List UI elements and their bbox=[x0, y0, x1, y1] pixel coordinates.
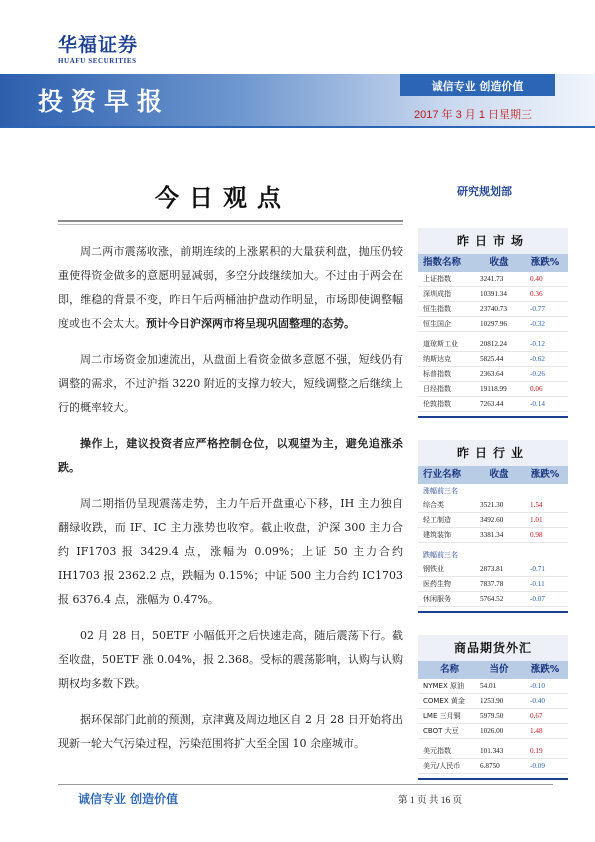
cell-name: 美元/人民币 bbox=[423, 762, 461, 770]
market-panel-divider bbox=[418, 416, 568, 418]
table-row bbox=[418, 679, 568, 694]
cell-close: 20812.24 bbox=[480, 340, 507, 348]
cell-close: 7837.78 bbox=[480, 580, 504, 588]
cell-name: 恒生国企 bbox=[423, 320, 451, 328]
table-row bbox=[418, 382, 568, 397]
table-row bbox=[418, 709, 568, 724]
cell-name: LME 三月铜 bbox=[423, 712, 461, 720]
cell-name: NYMEX 原油 bbox=[423, 682, 464, 690]
table-row bbox=[418, 287, 568, 302]
futures-table-header bbox=[418, 661, 568, 679]
cell-name: 深圳成指 bbox=[423, 290, 451, 298]
main-commentary bbox=[58, 240, 403, 768]
column-header-name: 行业名称 bbox=[423, 469, 462, 480]
cell-change: -0.77 bbox=[530, 305, 545, 313]
table-row bbox=[418, 577, 568, 592]
cell-change: -0.14 bbox=[530, 400, 545, 408]
report-banner bbox=[0, 74, 595, 126]
cell-name: 标普指数 bbox=[423, 370, 451, 378]
table-row bbox=[418, 528, 568, 543]
industry-panel-divider bbox=[418, 611, 568, 613]
futures-panel-divider bbox=[418, 778, 568, 780]
paragraph-options: 02 月 28 日，50ETF 小幅低开之后快速走高，随后震荡下行。截至收盘，50ETF 涨 0.04%，报 2.368。受标的震荡影响，认购与认购期权均多数下跌。 bbox=[58, 629, 403, 690]
cell-close: 1253.90 bbox=[480, 697, 504, 705]
paragraph-market-summary bbox=[58, 240, 403, 336]
report-date: 2017 年 3 月 1 日星期三 bbox=[414, 109, 532, 121]
column-header-name: 名称 bbox=[439, 664, 459, 675]
cell-change: -0.71 bbox=[530, 565, 545, 573]
cell-close: 3381.34 bbox=[480, 531, 504, 539]
cell-close: 3241.73 bbox=[480, 275, 504, 283]
cell-change: 1.54 bbox=[530, 501, 543, 509]
table-row bbox=[418, 352, 568, 367]
cell-name: COMEX 黄金 bbox=[423, 697, 465, 705]
table-row bbox=[418, 513, 568, 528]
paragraph-strategy: 操作上，建议投资者应严格控制仓位，以观望为主，避免追涨杀跌。 bbox=[58, 437, 403, 474]
cell-change: -0.32 bbox=[530, 320, 545, 328]
table-row bbox=[418, 744, 568, 759]
cell-change: 0.40 bbox=[530, 275, 543, 283]
cell-close: 101.343 bbox=[480, 747, 504, 755]
cell-change: -0.62 bbox=[530, 355, 545, 363]
cell-close: 2363.64 bbox=[480, 370, 504, 378]
futures-panel bbox=[418, 635, 568, 774]
column-header-change: 涨跌% bbox=[530, 257, 560, 268]
column-header-name: 指数名称 bbox=[423, 257, 462, 268]
cell-close: 5764.52 bbox=[480, 595, 504, 603]
table-row bbox=[418, 562, 568, 577]
cell-change: 1.01 bbox=[530, 516, 543, 524]
cell-name: 美元指数 bbox=[423, 747, 451, 755]
cell-change: 0.98 bbox=[530, 531, 543, 539]
table-row bbox=[418, 302, 568, 317]
cell-change: -0.11 bbox=[530, 580, 545, 588]
table-row bbox=[418, 337, 568, 352]
market-rows-domestic bbox=[418, 272, 568, 332]
futures-panel-title: 商品期货外汇 bbox=[418, 635, 568, 661]
cell-change: 0.67 bbox=[530, 712, 543, 720]
paragraph-news: 据环保部门此前的预测，京津冀及周边地区自 2 月 28 日开始将出现新一轮大气污染过程，污染范围将扩大至全国 10 余座城市。 bbox=[58, 713, 403, 750]
cell-name: 上证指数 bbox=[423, 275, 451, 283]
title-divider bbox=[58, 220, 403, 222]
futures-rows-commodities bbox=[418, 679, 568, 739]
industry-table-header bbox=[418, 466, 568, 484]
column-header-close: 收盘 bbox=[489, 469, 509, 480]
industry-rows-losers bbox=[418, 562, 568, 607]
paragraph-highlight: 预计今日沪深两市将呈现巩固整理的态势。 bbox=[146, 317, 355, 330]
report-title: 投资早报 bbox=[38, 87, 171, 116]
futures-rows-fx bbox=[418, 744, 568, 774]
cell-change: -0.09 bbox=[530, 762, 545, 770]
footer-slogan: 诚信专业 创造价值 bbox=[78, 792, 179, 806]
company-logo bbox=[58, 34, 168, 65]
cell-close: 6.8750 bbox=[480, 762, 500, 770]
table-row bbox=[418, 317, 568, 332]
market-table-header bbox=[418, 254, 568, 272]
logo-chinese-name: 华福证券 bbox=[58, 34, 139, 56]
cell-name: 医药生物 bbox=[423, 580, 451, 588]
slogan-box bbox=[400, 74, 555, 96]
cell-change: -0.07 bbox=[530, 595, 545, 603]
table-row bbox=[418, 724, 568, 739]
title-divider-thin bbox=[58, 224, 403, 225]
paragraph-futures: 周二期指仍呈现震荡走势，主力午后开盘重心下移，IH 主力独自翻绿收跌，而 IF、IC 主力涨势也收窄。截止收盘，沪深 300 主力合约 IF1703 报 3429.4 点，涨幅为 0.09%；上证 50 主力合约 IH1703 报 2362.2 点，跌幅为 0.15%；中证 500 主力合约 IC1703 报 6376.4 点，涨幅为 0.47%。 bbox=[58, 497, 403, 606]
market-rows-global bbox=[418, 337, 568, 412]
table-row bbox=[418, 592, 568, 607]
cell-name: 日经指数 bbox=[423, 385, 451, 393]
cell-close: 3492.60 bbox=[480, 516, 504, 524]
sidebar-data-panel bbox=[418, 228, 568, 780]
cell-name: 恒生指数 bbox=[423, 305, 451, 313]
table-row bbox=[418, 498, 568, 513]
banner-divider bbox=[0, 126, 595, 128]
cell-close: 5825.44 bbox=[480, 355, 504, 363]
footer-divider bbox=[58, 784, 553, 785]
cell-change: 0.06 bbox=[530, 385, 543, 393]
table-row bbox=[418, 694, 568, 709]
cell-name: 休闲服务 bbox=[423, 595, 451, 603]
cell-close: 54.01 bbox=[480, 682, 497, 690]
cell-name: CBOT 大豆 bbox=[423, 727, 459, 735]
paragraph-capital-flow: 周二市场资金加速流出，从盘面上看资金做多意愿不强，短线仍有调整的需求，不过沪指 3220 附近的支撑力较大，短线调整之后继续上行的概率较大。 bbox=[58, 353, 403, 414]
group-label-top-losers: 跌幅前三名 bbox=[418, 548, 568, 562]
cell-change: -0.40 bbox=[530, 697, 545, 705]
group-label-top-gainers: 涨幅前三名 bbox=[418, 484, 568, 498]
cell-name: 伦敦指数 bbox=[423, 400, 451, 408]
cell-change: 0.19 bbox=[530, 747, 543, 755]
cell-change: -0.26 bbox=[530, 370, 545, 378]
cell-close: 19118.99 bbox=[480, 385, 507, 393]
cell-close: 2873.81 bbox=[480, 565, 504, 573]
column-header-change: 涨跌% bbox=[530, 469, 560, 480]
paragraph-text: 周二两市震荡收涨，前期连续的上涨累积的大量获利盘，抛压仍较重使得资金做多的意愿明显减弱，多空分歧继续加大。不过由于两会在即，维稳的背景不变，昨日午后两桶油护盘动作明显，市场即使调整幅度或也不会太大。 bbox=[58, 245, 403, 330]
page-number: 第 1 页 共 16 页 bbox=[398, 796, 463, 806]
market-panel-title: 昨日市场 bbox=[418, 228, 568, 254]
logo-english-name: HUAFU SECURITIES bbox=[58, 57, 137, 65]
cell-name: 轻工制造 bbox=[423, 516, 451, 524]
cell-close: 5979.50 bbox=[480, 712, 504, 720]
cell-name: 纳斯达克 bbox=[423, 355, 451, 363]
table-row bbox=[418, 397, 568, 412]
column-header-close: 收盘 bbox=[489, 257, 509, 268]
cell-change: -0.10 bbox=[530, 682, 545, 690]
cell-close: 3521.30 bbox=[480, 501, 504, 509]
industry-panel bbox=[418, 440, 568, 607]
cell-close: 10391.34 bbox=[480, 290, 507, 298]
cell-name: 综合类 bbox=[423, 501, 444, 509]
column-header-price: 当价 bbox=[489, 664, 509, 675]
cell-close: 7263.44 bbox=[480, 400, 504, 408]
industry-rows-gainers bbox=[418, 498, 568, 543]
industry-panel-title: 昨日行业 bbox=[418, 440, 568, 466]
department-label: 研究规划部 bbox=[457, 185, 512, 198]
table-row bbox=[418, 759, 568, 774]
cell-close: 10297.96 bbox=[480, 320, 507, 328]
header-slogan: 诚信专业 创造价值 bbox=[431, 80, 524, 93]
table-row bbox=[418, 367, 568, 382]
table-row bbox=[418, 272, 568, 287]
cell-name: 建筑装饰 bbox=[423, 531, 451, 539]
cell-close: 1026.00 bbox=[480, 727, 504, 735]
cell-change: 1.48 bbox=[530, 727, 543, 735]
cell-change: -0.12 bbox=[530, 340, 545, 348]
cell-name: 钢铁业 bbox=[423, 565, 444, 573]
market-panel bbox=[418, 228, 568, 412]
cell-close: 23740.73 bbox=[480, 305, 507, 313]
cell-name: 道琼斯工业 bbox=[423, 340, 458, 348]
cell-change: 0.36 bbox=[530, 290, 543, 298]
column-header-change: 涨跌% bbox=[530, 664, 560, 675]
section-title: 今日观点 bbox=[155, 183, 291, 212]
